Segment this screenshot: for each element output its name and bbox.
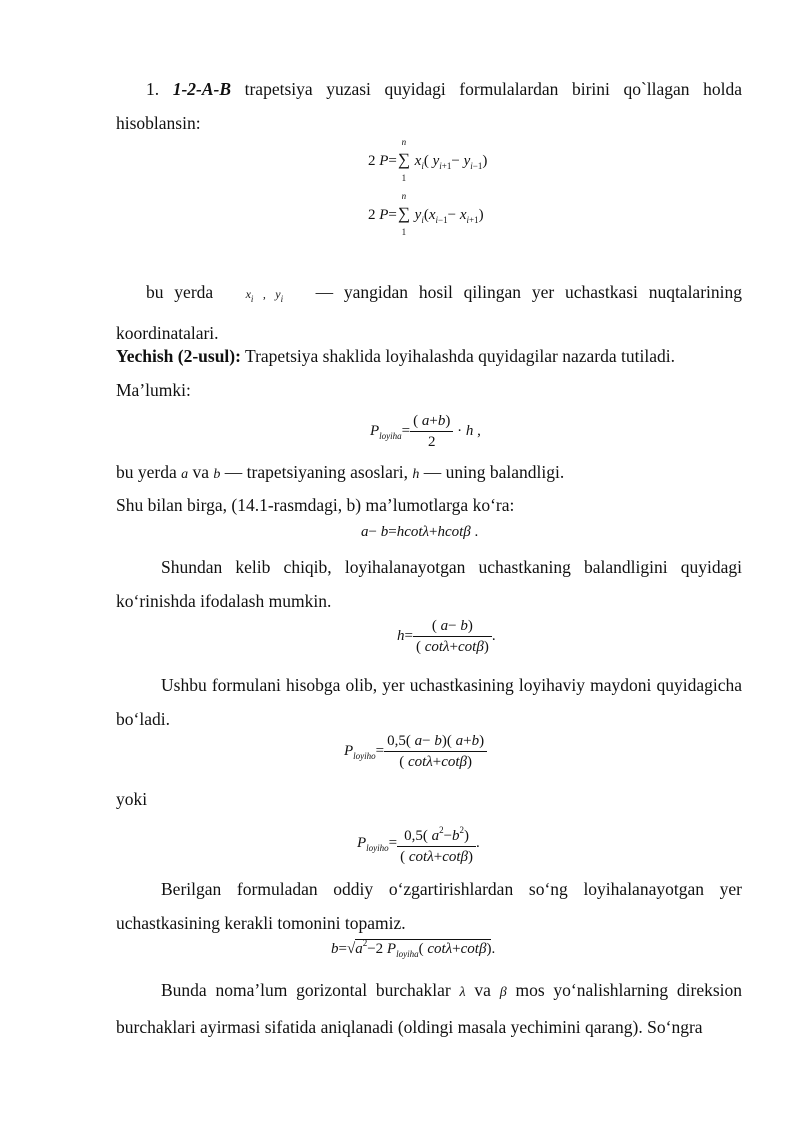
solution-heading: Yechish (2-usul): — [116, 346, 241, 366]
formula-side-b: $b=√a^2-2$ $P_{loyiha}$( cotλ+cotβ). — [331, 938, 496, 959]
paragraph-solution: Yechish (2-usul): Trapetsiya shaklida loyihalashda quyidagilar nazarda tutiladi. — [116, 346, 675, 366]
paragraph-height-expression: Shundan kelib chiqib, loyihalanayotgan uchastkaning balandligini quyidagi ko‘rinishda ifodalash mumkin. — [116, 557, 742, 611]
paragraph-find-side: Berilgan formuladan oddiy o‘zgartirishlardan so‘ng loyihalanayotgan yer uchastkasining kerakli tomonini topamiz. — [116, 879, 742, 933]
sum-symbol: n ∑ 1 — [397, 137, 410, 183]
paragraph-project-area: Ushbu formulani hisobga olib, yer uchastkasining loyihaviy maydoni quyidagicha bo‘ladi. — [116, 675, 742, 729]
paragraph-known: Ma’lumki: — [116, 380, 191, 400]
formula-sum-x: 2 P= n ∑ 1 $x_i$( $y_{i+1}- y_{i-1}$) — [368, 137, 488, 183]
paragraph-bases: bu yerda a va b — trapetsiyaning asoslari, h — uning balandligi. — [116, 462, 565, 482]
formula-area-project: $P_{loyiho}=$ $\frac{0,5( a- b)( a+b)}{( \cot\lambda+\cot\beta)}$ — [344, 731, 487, 772]
formula-area-trapezoid: $P_{loyiha}=$ $\frac{( a+b)}{2}$ · h , — [370, 413, 481, 450]
formula-a-minus-b: a− b=hcotλ+hcotβ . — [361, 524, 479, 540]
paragraph-angles: Bunda noma’lum gorizontal burchaklar λ va β mos yo‘nalishlarning direksion burchaklari ayirmasi sifatida aniqlanadi (oldingi masala yechimini qarang). So‘ngra — [116, 980, 743, 1037]
formula-sum-y: 2 P= n ∑ 1 $y_i(x_{i-1}- x_{i+1})$ — [368, 191, 484, 237]
item-number: 1. — [146, 79, 160, 99]
paragraph-figure-ref: Shu bilan birga, (14.1-rasmdagi, b) ma’lumotlarga ko‘ra: — [116, 495, 515, 515]
paragraph-where-coordinates: bu yerda $x_i$ , $y_i$ — yangidan hosil qilingan yer uchastkasi nuqtalarining koordinatalari. — [116, 282, 743, 343]
trapezoid-code: 1-2-A-B — [172, 79, 232, 99]
sum-symbol: n ∑ 1 — [397, 191, 410, 237]
formula-area-squares: $P_{loyiho}=$ $\frac{0,5( a^2-b^2)}{( \cot\lambda+\cot\beta)}$ . — [357, 820, 480, 867]
paragraph-intro — [116, 72, 742, 140]
paragraph-or: yoki — [116, 789, 148, 809]
intro-text: trapetsiya yuzasi quyidagi formulalardan birini qo`llagan holda hisoblansin: — [116, 79, 743, 133]
formula-height: h= $\frac{( a- b)}{( \cot\lambda+\cot\beta)}$ . — [397, 618, 496, 655]
